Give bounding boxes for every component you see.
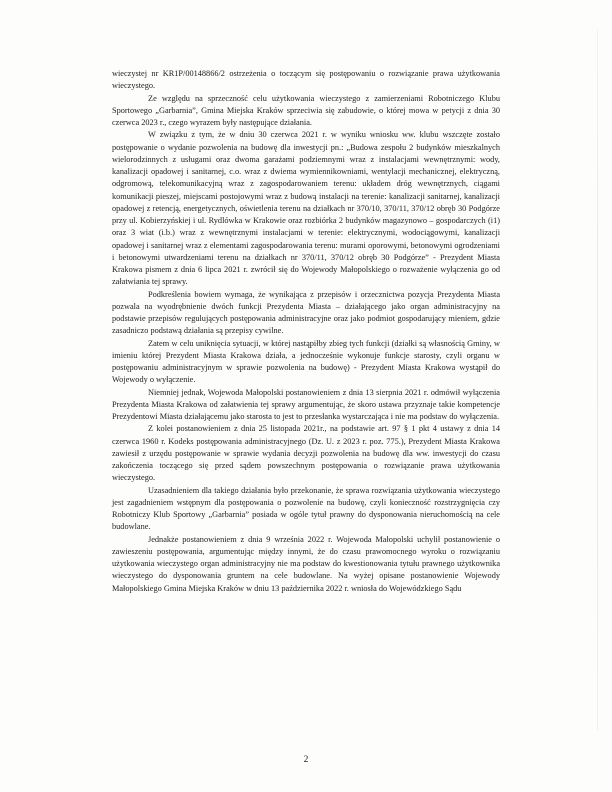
paragraph: Jednakże postanowieniem z dnia 9 września 2022 r. Wojewoda Małopolski uchylił postanowienie o zawieszeniu postępowania, argumentując między innymi, że do czasu prawomocnego wyroku o rozwiązaniu użytkowania wieczystego organ administracyjny nie ma podstaw do kwestionowania tytułu prawnego użytkownika wieczystego do dysponowania gruntem na cele budowlane. Na wyżej opisane postanowienie Wojewody Małopolskiego Gmina Miejska Kraków w dniu 13 października 2022 r. wniosła do Wojewódzkiego Sądu xyxy=(112,534,500,593)
document-body xyxy=(112,68,500,595)
paragraph: Podkreślenia bowiem wymaga, że wynikająca z przepisów i orzecznictwa pozycja Prezydenta Miasta pozwala na wyodrębnienie dwóch funkcji Prezydenta Miasta – działającego jako organ administracyjny na podstawie przepisów regulujących postępowania administracyjne oraz jako podmiot gospodarujący mieniem, gdzie zasadniczo podstawą działania są przepisy cywilne. xyxy=(112,289,500,336)
paragraph: Uzasadnieniem dla takiego działania było przekonanie, że sprawa rozwiązania użytkowania wieczystego jest zagadnieniem wstępnym dla postępowania o pozwolenie na budowę, czyli konieczność rozstrzygnięcia czy Robotniczy Klub Sportowy „Garbarnia” posiada w ogóle tytuł prawny do dysponowania nieruchomością na cele budowlane. xyxy=(112,485,500,532)
page-number: 2 xyxy=(303,755,309,765)
paragraph: Zatem w celu uniknięcia sytuacji, w której nastąpiłby zbieg tych funkcji (działki są własnością Gminy, w imieniu której Prezydent Miasta Krakowa działa, a jednocześnie wykonuje funkcje starosty, czyli organu w postępowaniu administracyjnym w sprawie pozwolenia na budowę) - Prezydent Miasta Krakowa wystąpił do Wojewody o wyłączenie. xyxy=(112,338,500,385)
scan-edge-shadow xyxy=(597,30,598,730)
paragraph: Ze względu na sprzeczność celu użytkowania wieczystego z zamierzeniami Robotniczego Klubu Sportowego „Garbarnia”, Gmina Miejska Kraków sprzeciwia się zabudowie, o której mowa w petycji z dnia 30 czerwca 2023 r., czego wyrazem były następujące działania. xyxy=(112,93,500,127)
paragraph: Niemniej jednak, Wojewoda Małopolski postanowieniem z dnia 13 sierpnia 2021 r. odmówił wyłączenia Prezydenta Miasta Krakowa od załatwienia tej sprawy argumentując, że skoro ustawa przyznaje takie kompetencje Prezydentowi Miasta działającemu jako starosta to jest to przesłanka wystarczająca i nie ma podstaw do wyłączenia. xyxy=(112,387,500,421)
paragraph: Z kolei postanowieniem z dnia 25 listopada 2021r., na podstawie art. 97 § 1 pkt 4 ustawy z dnia 14 czerwca 1960 r. Kodeks postępowania administracyjnego (Dz. U. z 2023 r. poz. 775.), Prezydent Miasta Krakowa zawiesił z urzędu postępowanie w sprawie wydania decyzji pozwolenia na budowę dla ww. inwestycji do czasu zakończenia toczącego się przed sądem powszechnym postępowania o rozwiązanie prawa użytkowania wieczystego. xyxy=(112,424,500,483)
paragraph: W związku z tym, że w dniu 30 czerwca 2021 r. w wyniku wniosku ww. klubu wszczęte zostało postępowanie o wydanie pozwolenia na budowę dla inwestycji pn.: „Budowa zespołu 2 budynków mieszkalnych wielorodzinnych z usługami oraz dwoma garażami podziemnymi wraz z instalacjami wewnętrznymi: wody, kanalizacji opadowej i sanitarnej, c.o. wraz z dwiema wymiennikowniami, wentylacji mechanicznej, elektryczną, odgromową, telekomunikacyjną wraz z zagospodarowaniem terenu: układem dróg wewnętrznych, ciągami komunikacji pieszej, miejscami postojowymi wraz z budową instalacji na terenie: kanalizacji sanitarnej, kanalizacji opadowej z retencją, energetycznych, oświetlenia terenu na działkach nr 370/10, 370/11, 370/12 obręb 30 Podgórze przy ul. Kobierzyńskiej i ul. Rydlówka w Krakowie oraz rozbiórka 2 budynków magazynowo – gospodarczych (i1) oraz 3 wiat (i.b.) wraz z wewnętrznymi instalacjami w terenie: elektrycznymi, wodociągowymi, kanalizacji opadowej i sanitarnej wraz z elementami zagospodarowania terenu: murami oporowymi, betonowymi ogrodzeniami i betonowymi utwardzeniami terenu na działkach nr 370/11, 370/12 obręb 30 Podgórze” - Prezydent Miasta Krakowa pismem z dnia 6 lipca 2021 r. zwrócił się do Wojewody Małopolskiego o rozważenie wyłączenia go od załatwiania tej sprawy. xyxy=(112,130,500,287)
paragraph-continuation: wieczystej nr KR1P/00148866/2 ostrzeżenia o toczącym się postępowaniu o rozwiązanie prawa użytkowania wieczystego. xyxy=(112,69,500,91)
